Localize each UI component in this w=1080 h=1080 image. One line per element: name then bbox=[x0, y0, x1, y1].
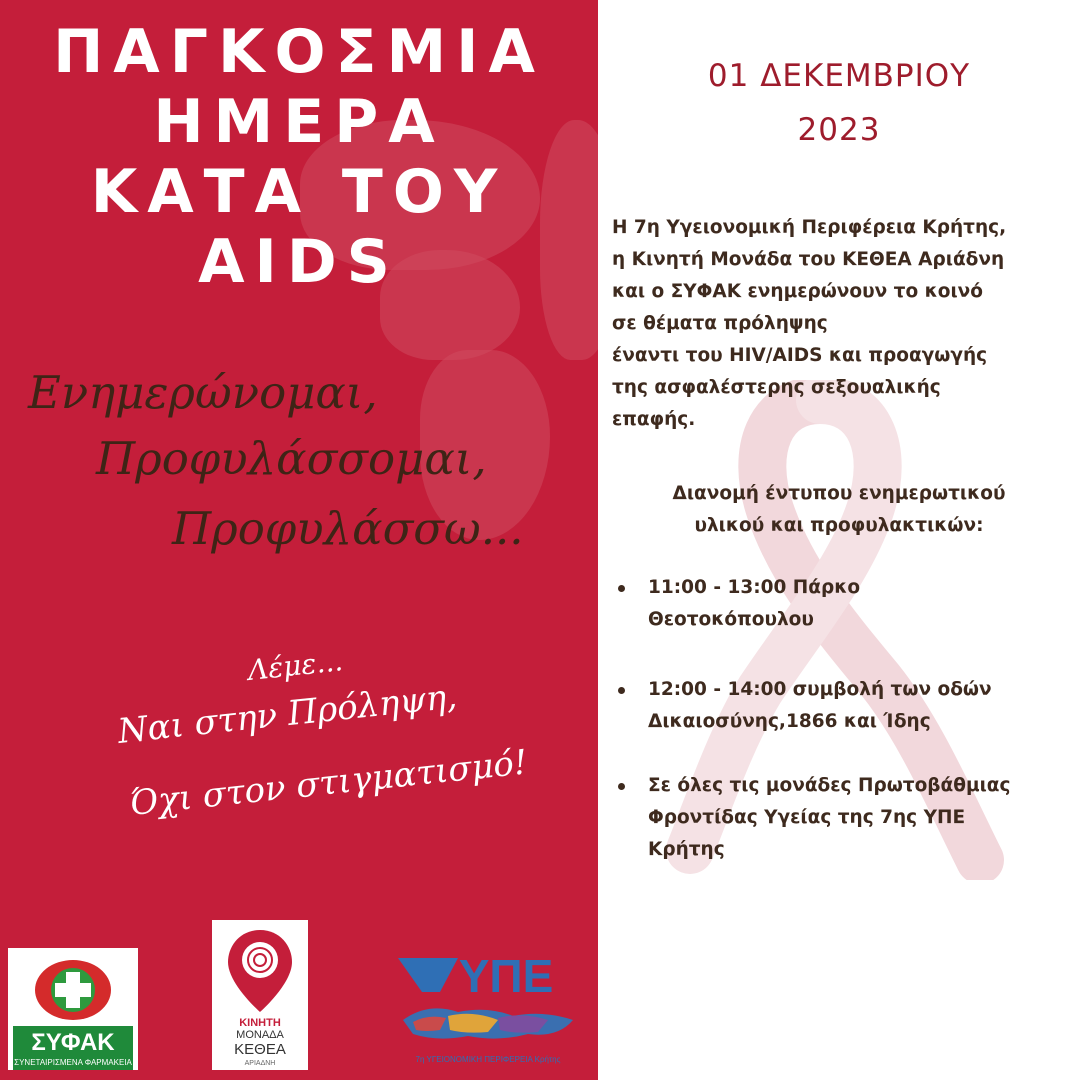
intro-line: η Κινητή Μονάδα του ΚΕΘΕΑ Αριάδνη bbox=[612, 249, 1005, 270]
intro-line: σε θέματα πρόληψης bbox=[612, 313, 828, 334]
location-pin-icon bbox=[212, 920, 308, 1070]
date-line-2: 2023 bbox=[797, 112, 881, 148]
slogan-line-1: Ενημερώνομαι, bbox=[28, 366, 378, 419]
intro-line: επαφής. bbox=[612, 409, 696, 430]
bullet-line: Δικαιοσύνης,1866 και Ίδης bbox=[648, 711, 931, 732]
intro-line: της ασφαλέστερης σεξουαλικής bbox=[612, 377, 941, 398]
kethea-line-3: ΚΕΘΕΑ bbox=[234, 1041, 286, 1058]
title-line-4: AIDS bbox=[198, 227, 400, 297]
kethea-line-2: ΜΟΝΑΔΑ bbox=[236, 1029, 284, 1041]
right-panel bbox=[598, 0, 1080, 1080]
ype-logo bbox=[388, 950, 588, 1070]
bullet-line: 12:00 - 14:00 συμβολή των οδών bbox=[648, 679, 992, 700]
handwritten-line-2: Ναι στην Πρόληψη, bbox=[115, 676, 459, 752]
handwritten-line-1: Λέμε... bbox=[246, 644, 345, 687]
title-line-1: ΠΑΓΚΟΣΜΙΑ bbox=[53, 17, 545, 87]
bullet-line: 11:00 - 13:00 Πάρκο bbox=[648, 577, 861, 598]
list-item bbox=[618, 572, 1068, 636]
ype-name: ΥΠΕ bbox=[458, 950, 554, 1002]
intro-line: Η 7η Υγειονομική Περιφέρεια Κρήτης, bbox=[612, 217, 1007, 238]
slogan-line-3: Προφυλάσσω... bbox=[172, 502, 524, 555]
slogan-line-2: Προφυλάσσομαι, bbox=[96, 432, 487, 485]
intro-paragraph bbox=[612, 212, 1072, 436]
distribution-line-2: υλικού και προφυλακτικών: bbox=[694, 515, 984, 536]
syfak-emblem-icon bbox=[8, 948, 138, 1070]
bullet-line: Σε όλες τις μονάδες Πρωτοβάθμιας bbox=[648, 775, 1011, 796]
date-line-1: 01 ΔΕΚΕΜΒΡΙΟΥ bbox=[707, 58, 971, 94]
syfak-name: ΣΥΦΑΚ bbox=[31, 1029, 115, 1056]
kethea-line-4: ΑΡΙΑΔΝΗ bbox=[244, 1060, 276, 1067]
bullet-line: Κρήτης bbox=[648, 839, 725, 860]
syfak-subtitle: ΣΥΝΕΤΑΙΡΙΣΜΕΝΑ ΦΑΡΜΑΚΕΙΑ bbox=[14, 1058, 132, 1067]
title-line-3: ΚΑΤΑ ΤΟΥ bbox=[90, 157, 508, 227]
kethea-line-1: ΚΙΝΗΤΗ bbox=[239, 1017, 281, 1029]
bullet-dot bbox=[618, 783, 625, 790]
bullet-dot bbox=[618, 585, 625, 592]
kethea-logo bbox=[212, 920, 308, 1070]
intro-line: έναντι του HIV/AIDS και προαγωγής bbox=[612, 345, 988, 366]
list-item bbox=[618, 674, 1068, 738]
handwritten-line-3: Όχι στον στιγματισμό! bbox=[127, 742, 530, 824]
bullet-dot bbox=[618, 687, 625, 694]
bullet-line: Θεοτοκόπουλου bbox=[648, 609, 814, 630]
ype-subtitle: 7η ΥΓΕΙΟΝΟΜΙΚΗ ΠΕΡΙΦΕΡΕΙΑ Κρήτης bbox=[415, 1055, 561, 1064]
bullet-line: Φροντίδας Υγείας της 7ης ΥΠΕ bbox=[648, 807, 966, 828]
distribution-line-1: Διανομή έντυπου ενημερωτικού bbox=[672, 483, 1006, 504]
crete-map-icon bbox=[388, 950, 588, 1070]
syfak-logo bbox=[8, 948, 138, 1070]
list-item bbox=[618, 770, 1068, 866]
intro-line: και ο ΣΥΦΑΚ ενημερώνουν το κοινό bbox=[612, 281, 983, 302]
title-line-2: ΗΜΕΡΑ bbox=[153, 87, 445, 157]
